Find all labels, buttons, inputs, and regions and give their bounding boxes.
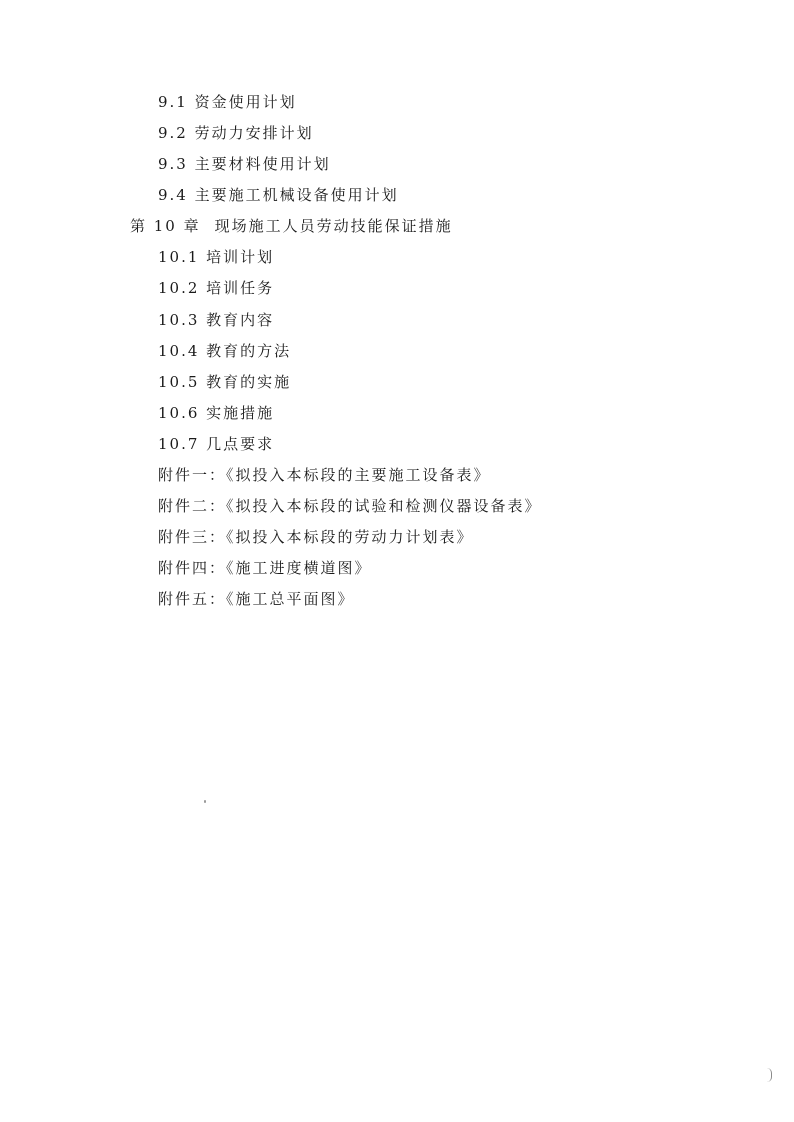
- toc-entry-10-7: 10.7 几点要求: [158, 435, 275, 453]
- toc-entry-10-4: 10.4 教育的方法: [158, 342, 292, 360]
- toc-attachment-3: 附件三：《拟投入本标段的劳动力计划表》: [158, 528, 474, 546]
- toc-entry-10-1: 10.1 培训计划: [158, 248, 275, 266]
- chapter-number: 第 10 章: [130, 217, 201, 235]
- toc-attachment-5: 附件五：《施工总平面图》: [158, 590, 355, 608]
- toc-attachment-2: 附件二：《拟投入本标段的试验和检测仪器设备表》: [158, 497, 542, 515]
- chapter-title: 现场施工人员劳动技能保证措施: [214, 217, 453, 235]
- toc-entry-9-4: 9.4 主要施工机械设备使用计划: [158, 186, 399, 204]
- scan-edge-mark: [767, 1068, 772, 1082]
- toc-chapter-10: [130, 216, 453, 236]
- toc-entry-10-5: 10.5 教育的实施: [158, 373, 292, 391]
- scan-speck: [204, 800, 206, 803]
- toc-entry-10-3: 10.3 教育内容: [158, 311, 275, 329]
- toc-attachment-1: 附件一：《拟投入本标段的主要施工设备表》: [158, 466, 491, 484]
- toc-entry-9-1: 9.1 资金使用计划: [158, 93, 297, 111]
- toc-entry-9-3: 9.3 主要材料使用计划: [158, 155, 331, 173]
- toc-entry-9-2: 9.2 劳动力安排计划: [158, 124, 314, 142]
- toc-entry-10-6: 10.6 实施措施: [158, 404, 275, 422]
- toc-entry-10-2: 10.2 培训任务: [158, 279, 275, 297]
- toc-attachment-4: 附件四：《施工进度横道图》: [158, 559, 372, 577]
